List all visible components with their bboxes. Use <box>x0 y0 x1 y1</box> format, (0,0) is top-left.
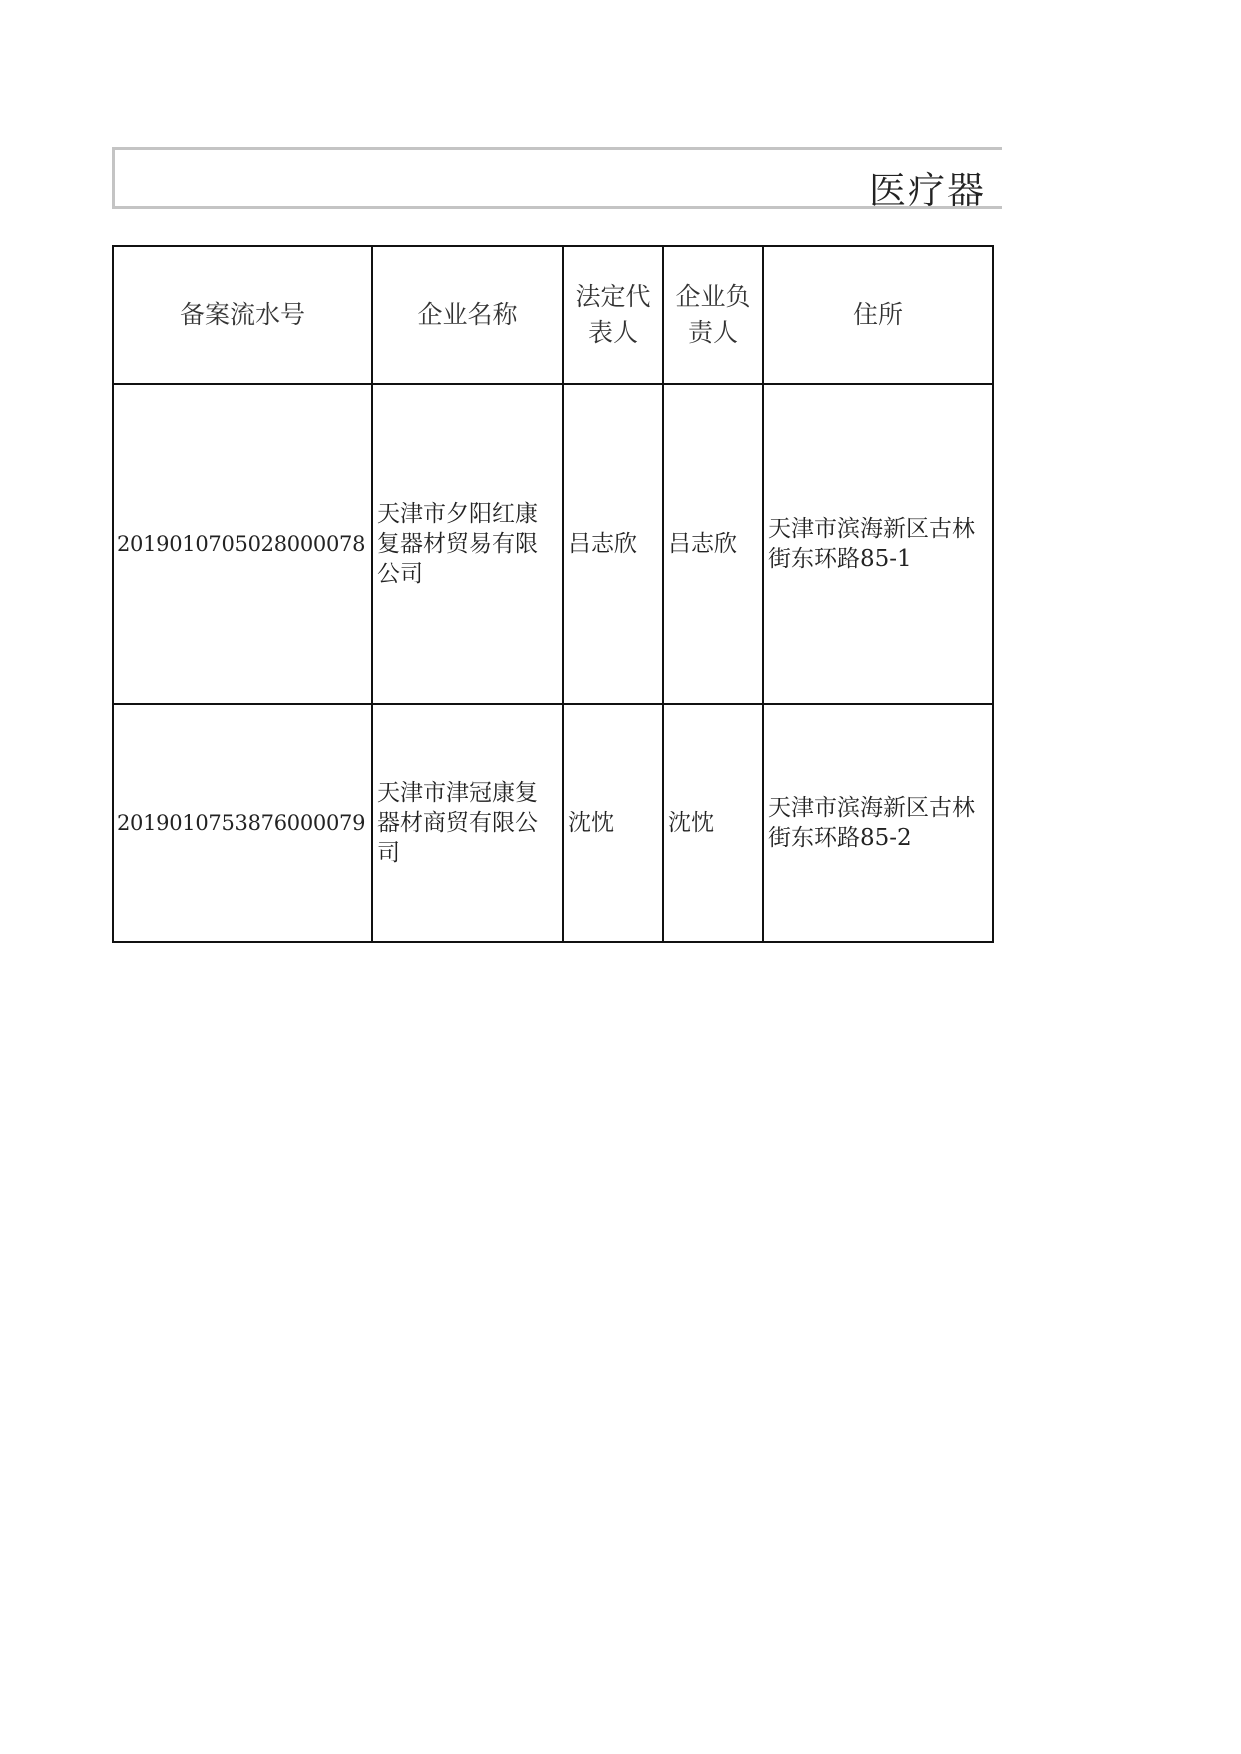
cell-address: 天津市滨海新区古林街东环路85-1 <box>763 384 993 704</box>
registration-table <box>112 245 994 943</box>
cell-manager: 吕志欣 <box>663 384 763 704</box>
header-serial: 备案流水号 <box>113 246 372 384</box>
header-company: 企业名称 <box>372 246 563 384</box>
header-address: 住所 <box>763 246 993 384</box>
cell-legal-rep: 吕志欣 <box>563 384 663 704</box>
document-title: 医疗器 <box>869 169 986 209</box>
header-row <box>113 246 993 384</box>
cell-manager: 沈忱 <box>663 704 763 942</box>
cell-serial: 2019010753876000079 <box>113 704 372 942</box>
table-row <box>113 384 993 704</box>
cell-serial: 2019010705028000078 <box>113 384 372 704</box>
title-banner <box>112 147 1002 209</box>
cell-legal-rep: 沈忱 <box>563 704 663 942</box>
cell-company: 天津市津冠康复器材商贸有限公司 <box>372 704 563 942</box>
header-legal-rep: 法定代 表人 <box>563 246 663 384</box>
cell-company: 天津市夕阳红康复器材贸易有限公司 <box>372 384 563 704</box>
cell-address: 天津市滨海新区古林街东环路85-2 <box>763 704 993 942</box>
table-row <box>113 704 993 942</box>
header-manager: 企业负 责人 <box>663 246 763 384</box>
